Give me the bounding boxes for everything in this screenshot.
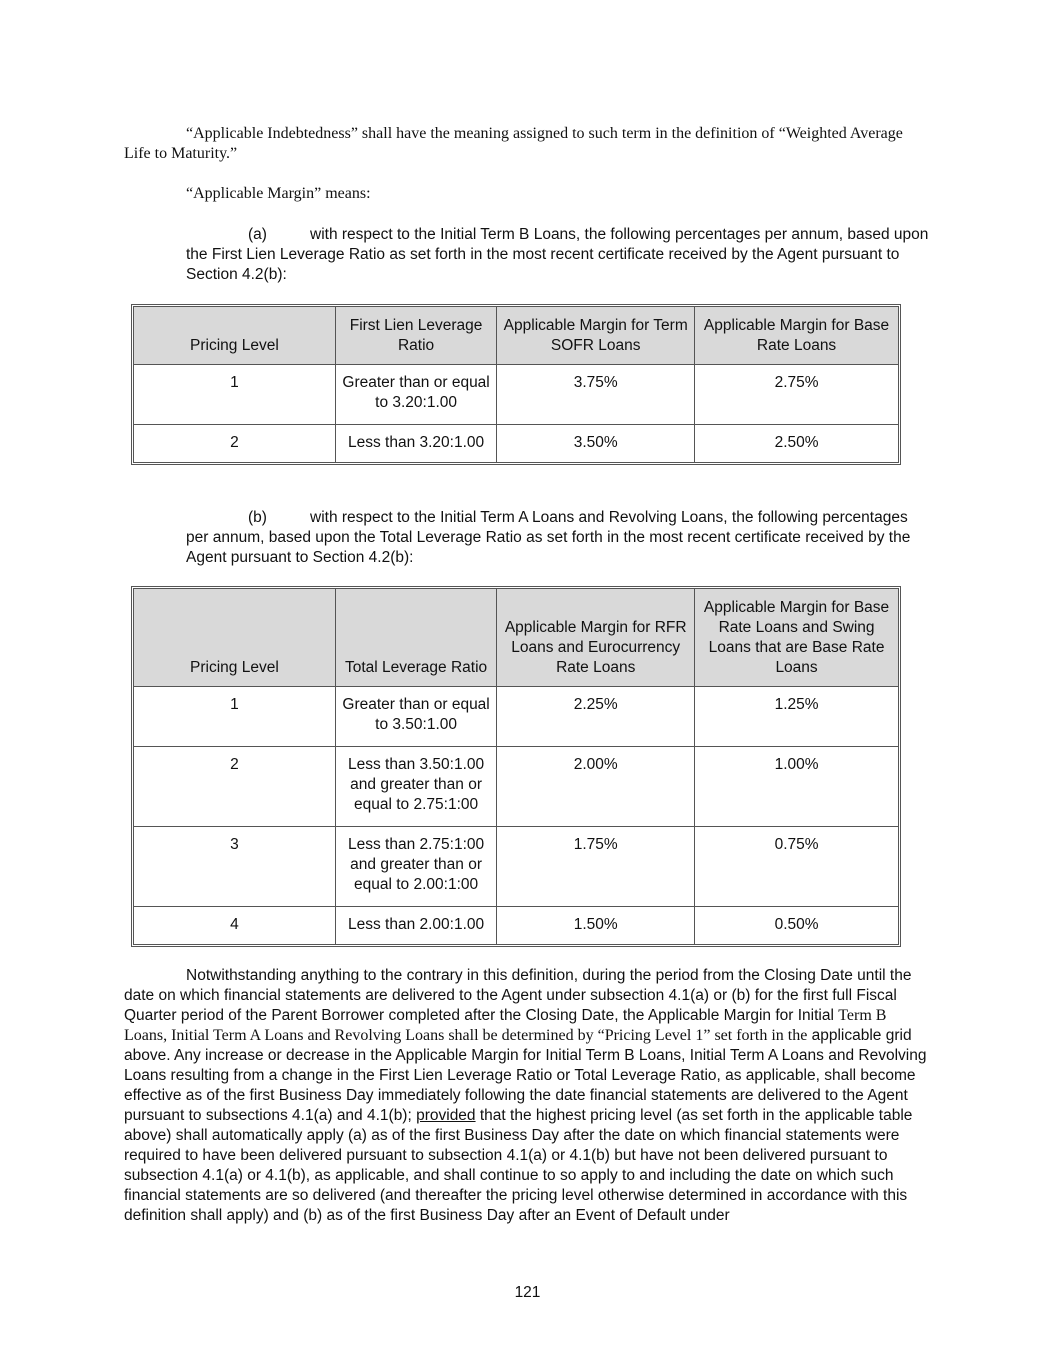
pricing-table-term-a-revolving [133, 588, 899, 945]
table-cell: 2.00% [497, 747, 695, 827]
table-cell: 2.25% [497, 687, 695, 747]
table-cell: 4 [134, 907, 336, 945]
clause-b-text: with respect to the Initial Term A Loans and Revolving Loans, the following percentages per annum, based upon the Total Leverage Ratio as set forth in the most recent certificate received by the Agent pursuant to Section 4.2(b): [186, 509, 911, 566]
header-margin-sofr: Applicable Margin for Term SOFR Loans [497, 307, 695, 365]
table-cell: 2.75% [695, 365, 899, 425]
table-cell: 2 [134, 425, 336, 463]
definition-applicable-margin-heading: “Applicable Margin” means: [186, 185, 371, 202]
provided-underlined: provided [416, 1107, 476, 1124]
table-cell: Less than 2.00:1.00 [335, 907, 496, 945]
table-cell: 0.50% [695, 907, 899, 945]
clause-b-label-wrap [186, 508, 310, 528]
header-margin-base-rate: Applicable Margin for Base Rate Loans and Swing Loans that are Base Rate Loans [695, 589, 899, 687]
paragraph-text: Notwithstanding anything to the contrary in this definition, during the period from the Closing Date until the date on which financial statements are delivered to the Agent under subsection 4.1(a) or (b) for the first full Fiscal Quarter period of the Parent Borrower completed after the Closing Date, the Applicable Margin for Initial [124, 967, 912, 1024]
definition-applicable-indebtedness: “Applicable Indebtedness” shall have the meaning assigned to such term in the definition of “Weighted Average Life to Maturity.” [124, 125, 903, 162]
clause-a [186, 225, 930, 285]
clause-b [186, 508, 930, 568]
header-pricing-level: Pricing Level [134, 307, 336, 365]
clause-a-label: (a) [248, 226, 267, 243]
header-leverage-ratio: First Lien Leverage Ratio [335, 307, 496, 365]
table-cell: 1.50% [497, 907, 695, 945]
clause-a-label-wrap [186, 225, 310, 245]
table-cell: 3 [134, 827, 336, 907]
header-margin-rfr: Applicable Margin for RFR Loans and Eurocurrency Rate Loans [497, 589, 695, 687]
table-row [134, 827, 899, 907]
paragraph-text: that the highest pricing level (as set forth in the applicable table above) shall automatically apply (a) as of the first Business Day after the date on which financial statements were required to have been delivered pursuant to subsection 4.1(a) or 4.1(b) but have not been delivered pursuant to subsection 4.1(a) or 4.1(b), as applicable, and shall continue to so apply to and including the date on which such financial statements are so delivered (and thereafter the pricing level otherwise determined in accordance with this definition shall apply) and (b) as of the first Business Day after an Event of Default under [124, 1107, 913, 1224]
table-header-row [134, 589, 899, 687]
table-cell: 1 [134, 687, 336, 747]
table-header-row [134, 307, 899, 365]
table-cell: 1.75% [497, 827, 695, 907]
table-cell: Less than 3.50:1.00 and greater than or equal to 2.75:1:00 [335, 747, 496, 827]
table-cell: 2 [134, 747, 336, 827]
header-leverage-ratio: Total Leverage Ratio [335, 589, 496, 687]
table-cell: 1 [134, 365, 336, 425]
paragraph-text: applicable grid above. Any increase or decrease in the Applicable Margin for Initial Term B Loans, Initial Term A Loans and Revolving Loans resulting from a change in the First Lien Leverage Ratio or Total Leverage Ratio, as applicable, shall become effective as of the first Business Day immediately following the date financial statements are delivered to the Agent pursuant to subsections 4.1(a) and 4.1(b); [124, 1027, 927, 1124]
table-cell: 3.50% [497, 425, 695, 463]
clause-b-label: (b) [248, 509, 267, 526]
table-cell: 0.75% [695, 827, 899, 907]
pricing-table-term-b [133, 306, 899, 463]
clause-a-text: with respect to the Initial Term B Loans, the following percentages per annum, based upon the First Lien Leverage Ratio as set forth in the most recent certificate received by the Agent pursuant to Section 4.2(b): [186, 226, 929, 283]
page-number: 121 [514, 1284, 541, 1301]
table-cell: 3.75% [497, 365, 695, 425]
table-cell: Less than 3.20:1.00 [335, 425, 496, 463]
table-row [134, 747, 899, 827]
table-row [134, 365, 899, 425]
header-pricing-level: Pricing Level [134, 589, 336, 687]
table-cell: 1.25% [695, 687, 899, 747]
table-cell: Greater than or equal to 3.50:1.00 [335, 687, 496, 747]
table-row [134, 687, 899, 747]
table-cell: Greater than or equal to 3.20:1.00 [335, 365, 496, 425]
paragraph-text-serif: Term B Loans, Initial Term A Loans and Revolving Loans shall be determined by “Pricing Level 1” set forth in the [124, 1007, 887, 1044]
table-row [134, 425, 899, 463]
header-margin-base-rate: Applicable Margin for Base Rate Loans [695, 307, 899, 365]
notwithstanding-paragraph [124, 966, 930, 1226]
table-cell: 1.00% [695, 747, 899, 827]
table-row [134, 907, 899, 945]
table-cell: Less than 2.75:1:00 and greater than or equal to 2.00:1:00 [335, 827, 496, 907]
table-cell: 2.50% [695, 425, 899, 463]
